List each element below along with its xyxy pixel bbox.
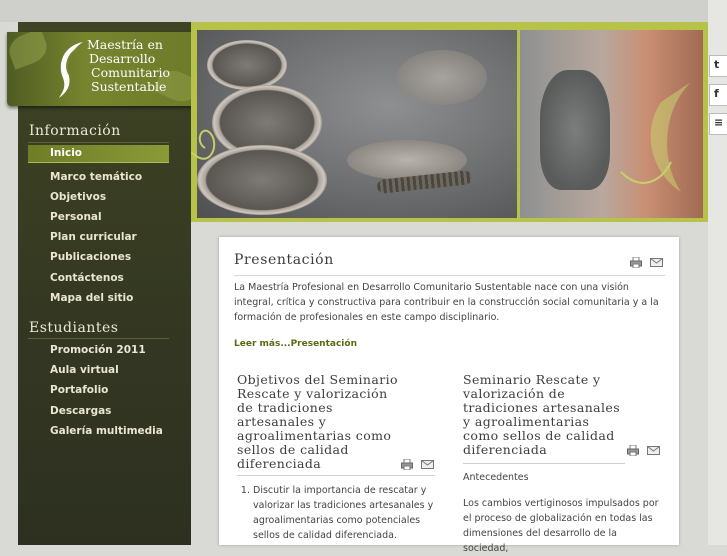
nav-item-mapa-del-sitio[interactable]: Mapa del sitio — [50, 292, 134, 304]
nav-item-galeria-multimedia[interactable]: Galería multimedia — [50, 425, 163, 437]
title-line: valorización de — [463, 386, 565, 401]
nav-item-portafolio[interactable]: Portafolio — [50, 384, 109, 396]
title-line: Seminario Rescate y — [463, 372, 601, 387]
title-line: diferenciada — [463, 442, 548, 457]
logo-title — [77, 38, 199, 94]
twitter-button[interactable] — [709, 55, 727, 77]
email-icon[interactable] — [421, 460, 434, 469]
rss-icon: ≡ — [714, 116, 724, 129]
nav-item-promocion-2011[interactable]: Promoción 2011 — [50, 344, 146, 356]
antecedentes-heading: Antecedentes — [463, 472, 529, 483]
twitter-icon: t — [714, 58, 720, 71]
vine-decoration-icon — [191, 22, 708, 222]
title-line: de tradiciones — [237, 400, 333, 415]
nav-item-contactenos[interactable]: Contáctenos — [50, 272, 124, 284]
nav-item-inicio[interactable] — [28, 145, 169, 163]
title-underline — [234, 275, 665, 276]
presentation-text: La Maestría Profesional en Desarrollo Comunitario Sustentable nace con una visión integral, crítica y constructiva para contribuir en la construcción social comunitaria y a la formación de profesionales en este campo disciplinario. — [234, 282, 659, 323]
nav-item-objetivos[interactable]: Objetivos — [50, 191, 107, 203]
site-logo[interactable] — [7, 32, 203, 106]
section-title-informacion: Información — [29, 123, 121, 139]
objectives-list — [223, 483, 437, 543]
antecedentes-text: Los cambios vertiginosos impulsados por el proceso de globalización en todas las dimensiones del desarrollo de la sociedad, — [463, 498, 659, 554]
leaf-decoration — [7, 32, 51, 70]
logo-line: Sustentable — [91, 79, 167, 94]
facebook-icon: f — [714, 87, 719, 100]
title-line: tradiciones artesanales — [463, 400, 621, 415]
section-title-estudiantes: Estudiantes — [29, 320, 119, 336]
content-panel — [219, 237, 679, 554]
page-right-margin — [708, 0, 727, 545]
header-banner — [191, 22, 708, 222]
section-divider — [28, 338, 169, 339]
presentation-title: Presentación — [234, 252, 334, 268]
title-underline — [237, 475, 435, 476]
logo-line: Desarrollo — [89, 51, 156, 66]
title-line: Rescate y valorización — [237, 386, 388, 401]
title-line: y agroalimentarias — [463, 414, 590, 429]
print-icon[interactable] — [627, 445, 639, 456]
page-top-band — [0, 0, 727, 22]
nav-item-personal[interactable]: Personal — [50, 211, 102, 223]
nav-item-aula-virtual[interactable]: Aula virtual — [50, 364, 119, 376]
nav-item-publicaciones[interactable]: Publicaciones — [50, 251, 132, 263]
title-line: artesanales y — [237, 414, 327, 429]
logo-line: Maestría en — [87, 37, 163, 52]
logo-line: Comunitario — [91, 65, 171, 80]
title-line: como sellos de calidad — [463, 428, 615, 443]
seminar-title — [463, 373, 673, 457]
print-icon[interactable] — [630, 257, 642, 268]
title-line: Objetivos del Seminario — [237, 372, 398, 387]
email-icon[interactable] — [650, 258, 663, 267]
nav-item-plan-curricular[interactable]: Plan curricular — [50, 231, 137, 243]
title-line: diferenciada — [237, 456, 322, 471]
read-more-link[interactable]: Leer más...Presentación — [234, 339, 357, 349]
objectives-title — [237, 373, 447, 471]
nav-item-descargas[interactable]: Descargas — [50, 405, 112, 417]
print-icon[interactable] — [401, 459, 413, 470]
facebook-button[interactable] — [709, 84, 727, 106]
nav-item-label: Inicio — [50, 147, 83, 159]
section-divider — [28, 142, 169, 143]
nav-item-marco-tematico[interactable]: Marco temático — [50, 171, 143, 183]
rss-button[interactable] — [709, 113, 727, 135]
title-line: agroalimentarias como — [237, 428, 392, 443]
title-line: sellos de calidad — [237, 442, 349, 457]
title-underline — [463, 463, 625, 464]
list-item: 1. Discutir la importancia de rescatar y valorizar las tradiciones artesanales y agroalimentarias como potenciales sellos de calidad diferenciada. — [253, 483, 437, 543]
email-icon[interactable] — [647, 446, 660, 455]
